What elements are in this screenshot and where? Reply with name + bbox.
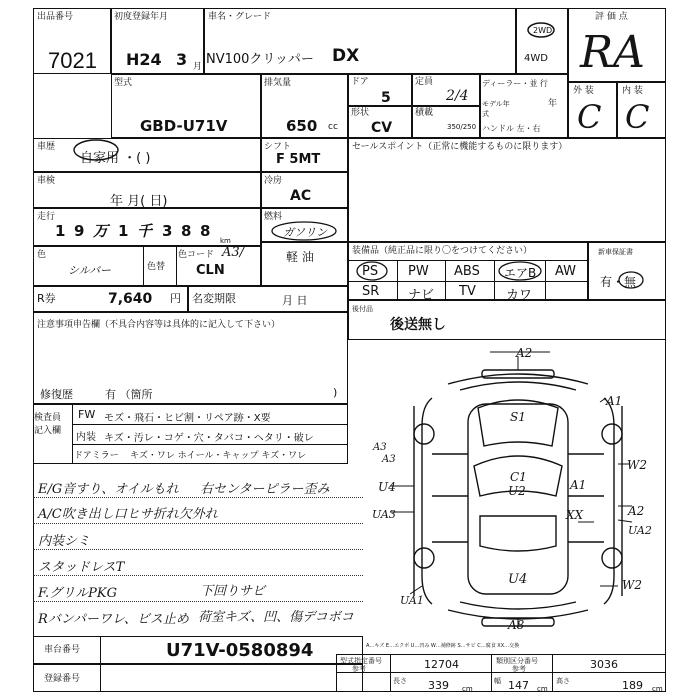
inspection-label: 車検 (37, 176, 56, 186)
handwritten-note: 右センターピラー歪み (200, 482, 330, 497)
equipment-airbag: エアB (504, 266, 537, 280)
length-label: 長さ (393, 677, 407, 685)
length-unit: cm (462, 685, 473, 693)
repair-history-label: 修復歴 (40, 388, 73, 401)
svg-text:2WD: 2WD (533, 26, 553, 35)
body-type-label: 形状 (351, 108, 370, 118)
deadline-value: 月 日 (282, 294, 308, 307)
registration-label: 登録番号 (44, 674, 81, 684)
handwritten-note: A/C吹き出し口ヒサ折れ欠外れ (38, 507, 218, 522)
grid-line (336, 672, 666, 673)
type-label: 車歴 (37, 142, 56, 152)
width-unit: cm (537, 685, 548, 693)
diagram-mark: A2 (516, 346, 533, 360)
grid-line (545, 260, 546, 300)
color-code: CLN (196, 263, 225, 278)
recycle-amount: 7,640 (108, 291, 153, 307)
height-label: 高さ (556, 677, 570, 685)
mileage-digit: 1 (55, 222, 66, 240)
model-designation: 12704 (424, 658, 459, 671)
check-row-text: キズ・汚レ・コゲ・穴・タバコ・ヘタリ・破レ (104, 433, 314, 444)
grid-line (491, 654, 492, 692)
dealer-label: ディーラー・並 行 (482, 79, 548, 88)
mileage-digits (55, 220, 219, 241)
fuel-label: 燃料 (264, 212, 283, 222)
equipment-tv: TV (459, 284, 476, 299)
load-label: 積載 (415, 108, 434, 118)
shift: F 5MT (276, 152, 321, 167)
first-reg-year: H24 (126, 50, 162, 69)
model-designation-label: 型式指定番号 (340, 657, 382, 665)
check-row-key: ドアミラー (74, 451, 119, 461)
car-name: NV100クリッパー (206, 52, 314, 67)
first-reg-month: 3 (176, 50, 188, 69)
diagram-mark: UA1 (400, 594, 424, 607)
model-year-label: モデル年式 (482, 100, 510, 118)
class-no: 3036 (590, 658, 618, 671)
divider (176, 246, 177, 286)
handwritten-note: スタッドレスT (38, 560, 125, 575)
diagram-mark: U4 (378, 480, 396, 494)
grid-line (397, 260, 398, 300)
interior-label: 内 装 (622, 86, 643, 96)
ref-label-2: 参考 (512, 665, 526, 673)
diagram-mark: C1 (510, 470, 527, 484)
diagram-mark: A2 (628, 504, 645, 518)
model: GBD-U71V (140, 117, 228, 135)
name-grade-label: 車名・グレード (208, 12, 272, 22)
rear-value: 後送無し (390, 317, 446, 333)
deadline-label: 名変期限 (192, 292, 236, 305)
equipment-navi: ナビ (408, 288, 435, 303)
color-code-label: 色コード (178, 250, 215, 260)
handwritten-note: Rバンパーワレ、ビス止め (38, 612, 189, 627)
diagram-mark: A3 (373, 442, 387, 453)
sales-point-label: セールスポイント（正常に機能するものに限ります） (352, 142, 568, 152)
doors: 5 (381, 90, 391, 106)
ref-label: 参考 (352, 665, 366, 673)
exterior-grade: C (577, 98, 602, 136)
grid-line (72, 424, 348, 425)
diagram-mark: A1 (606, 394, 623, 408)
mileage-digit: 3 (162, 222, 173, 240)
mileage-digit: 1 (118, 222, 129, 240)
check-row-text: キズ・ワレ ホイール・キャップ キズ・ワレ (130, 451, 307, 461)
rear-label: 後付品 (352, 305, 373, 313)
mileage-digit: 9 (74, 222, 85, 240)
height-unit: cm (652, 685, 663, 693)
fuel: ガソリン (283, 226, 327, 239)
ac: AC (290, 188, 312, 204)
check-label: 検査員 記入欄 (34, 413, 62, 436)
registration-cell (33, 664, 363, 692)
mileage-label: 走行 (37, 212, 56, 222)
drive-type: 4WD (524, 53, 548, 64)
shift-label: シフト (264, 142, 292, 152)
capacity: 2/4 (446, 88, 469, 104)
score-label: 評 価 点 (595, 12, 628, 22)
divider (143, 246, 144, 286)
color-code-hand: A3/ (222, 245, 245, 260)
month-unit: 月 (193, 62, 203, 72)
width-label: 幅 (494, 677, 501, 685)
inspection-value: 年 月( 日) (110, 194, 168, 209)
lot-no-label: 出品番号 (37, 12, 74, 22)
model-year-unit: 年 (548, 99, 558, 109)
type-value: 自家用 ・( ) (80, 151, 151, 166)
color-label: 色 (37, 250, 47, 260)
load: 350/250 (447, 123, 477, 131)
grid-line (445, 260, 446, 300)
check-row-key: 内装 (76, 432, 96, 443)
mileage-digit: 8 (200, 222, 211, 240)
diagram-mark: W2 (622, 578, 642, 592)
capacity-label: 定員 (415, 77, 434, 87)
doors-label: ドア (351, 77, 369, 87)
diagram-mark: S1 (510, 410, 526, 424)
mileage-digit: 万 (93, 222, 109, 240)
handwritten-note: 荷室キズ、凹、傷デコボコ (198, 610, 354, 625)
sales-point-cell (348, 138, 666, 242)
handwritten-note: 内装シミ (38, 534, 91, 549)
diagram-mark: U4 (508, 572, 528, 587)
diagram-mark: XX (566, 508, 584, 522)
height: 189 (622, 679, 643, 692)
grid-line (552, 654, 553, 692)
damage-legend: A…キズ E…エクボ U…凹み W…補修跡 S…サビ C…腐食 XX…交換 (366, 643, 520, 649)
equipment-sr: SR (362, 284, 380, 299)
new-warranty-label: 新車保証書 (598, 248, 633, 256)
check-row-key: FW (78, 408, 96, 421)
fuel-light-oil: 軽 油 (286, 250, 314, 264)
handwritten-note: E/G音すり、オイルもれ (38, 482, 179, 497)
model-label: 型式 (114, 78, 133, 88)
new-warranty: 有・無 (600, 275, 637, 289)
drive-wheel-icon (524, 20, 558, 40)
equipment-abs: ABS (454, 264, 480, 279)
displacement-label: 排気量 (264, 78, 292, 88)
color: シルバー (68, 264, 111, 277)
handle-label: ハンドル 左・右 (482, 124, 541, 133)
grid-line (390, 654, 391, 692)
repaint-label: 色替 (147, 262, 166, 272)
notes-label: 注意事項申告欄（不具合内容等は具体的に記入して下さい） (37, 320, 281, 330)
grid-line (72, 444, 348, 445)
handwritten-note: F.グリルPKG (38, 586, 117, 601)
width: 147 (508, 679, 529, 692)
first-reg-label: 初度登録年月 (114, 12, 169, 22)
drive-cell (516, 8, 568, 74)
handwritten-note: 下回りサビ (200, 584, 266, 599)
dotted-line (33, 575, 363, 576)
recycle-unit: 円 (170, 292, 181, 305)
class-label: 類別区分番号 (496, 657, 538, 665)
diagram-mark: W2 (627, 458, 647, 472)
grid-line (72, 404, 73, 464)
chassis-no: U71V-0580894 (166, 640, 314, 661)
displacement-unit: cc (328, 122, 338, 132)
equipment-pw: PW (408, 264, 429, 279)
ac-label: 冷房 (264, 176, 283, 186)
lot-no: 7021 (48, 48, 97, 73)
mileage-digit: 千 (137, 222, 153, 240)
recycle-label: R券 (37, 292, 56, 305)
diagram-mark: A3 (382, 454, 396, 465)
dotted-line (33, 523, 363, 524)
grid-line (494, 260, 495, 300)
grade: DX (332, 46, 360, 66)
dotted-line (33, 549, 363, 550)
displacement: 650 (286, 117, 318, 135)
equipment-ps: PS (362, 264, 379, 279)
check-row-text: モズ・飛石・ヒビ割・リペア跡・X要 (104, 413, 271, 424)
diagram-mark: U2 (508, 484, 526, 498)
interior-grade: C (625, 98, 650, 136)
diagram-mark: UA3 (372, 508, 396, 521)
score-value: RA (580, 27, 645, 78)
dotted-line (33, 601, 363, 602)
body-type: CV (371, 120, 393, 136)
diagram-mark: UA2 (628, 524, 652, 537)
equipment-label: 装備品（純正品に限り〇をつけてください） (352, 246, 533, 256)
mileage-unit: km (220, 237, 231, 245)
dotted-line (33, 497, 363, 498)
repair-history-close: ) (333, 386, 338, 399)
repair-history: 有 （箇所 (105, 388, 153, 401)
equipment-leather: カワ (506, 288, 533, 303)
diagram-mark: A1 (570, 478, 587, 492)
mileage-digit: 8 (181, 222, 192, 240)
equipment-aw: AW (555, 264, 577, 279)
diagram-mark: A8 (508, 618, 525, 632)
length: 339 (428, 679, 449, 692)
chassis-label: 車台番号 (44, 645, 81, 655)
exterior-label: 外 装 (573, 86, 594, 96)
